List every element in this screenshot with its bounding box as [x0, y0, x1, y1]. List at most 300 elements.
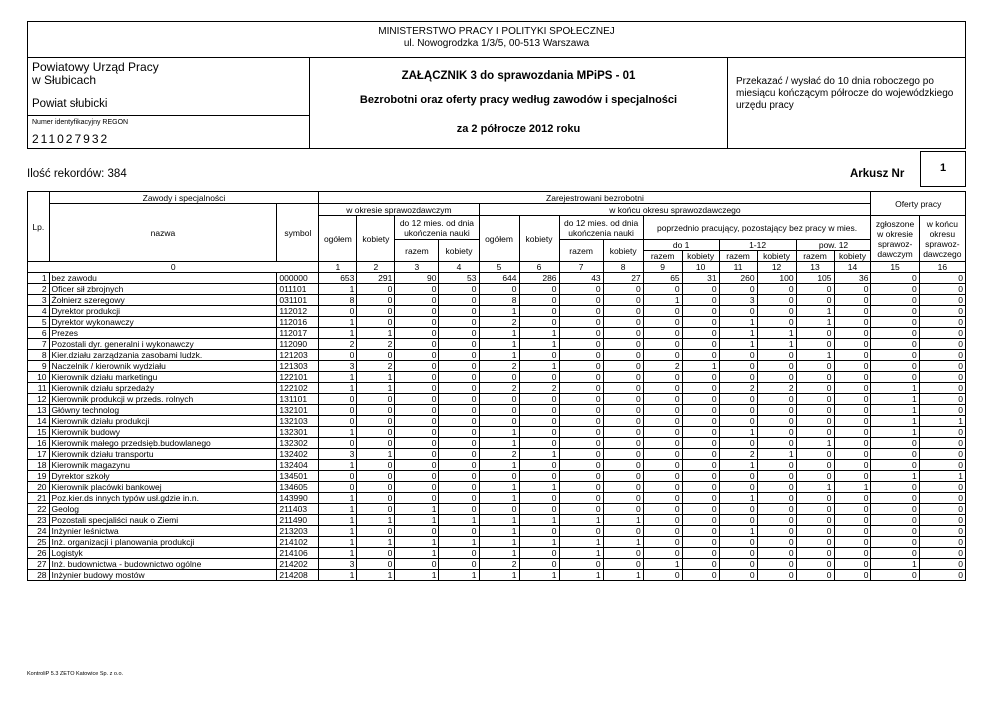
cell-col-1: 8	[319, 295, 357, 306]
cell-col-6: 2	[519, 383, 559, 394]
cell-col-6: 0	[519, 504, 559, 515]
cell-col-16: 0	[919, 405, 965, 416]
cell-col-2: 0	[357, 317, 395, 328]
cell-col-9: 0	[643, 427, 682, 438]
cell-col-9: 0	[643, 317, 682, 328]
col-within12-1: do 12 mies. od dnia ukończenia nauki	[395, 216, 479, 240]
occupation-name: Główny technolog	[49, 405, 277, 416]
table-row	[28, 361, 966, 372]
occupation-symbol: 214208	[277, 570, 319, 581]
occupation-symbol: 112090	[277, 339, 319, 350]
cell-col-4: 0	[439, 372, 479, 383]
cell-col-12: 1	[757, 328, 796, 339]
cell-col-9: 1	[643, 295, 682, 306]
cell-col-1: 1	[319, 460, 357, 471]
cell-col-3: 90	[395, 273, 439, 284]
occupation-symbol: 112012	[277, 306, 319, 317]
cell-col-12: 1	[757, 339, 796, 350]
cell-col-5: 0	[479, 394, 519, 405]
col-total-1: ogółem	[319, 216, 357, 262]
cell-col-12: 0	[757, 570, 796, 581]
cell-col-5: 1	[479, 438, 519, 449]
cell-col-7: 1	[559, 548, 603, 559]
cell-col-16: 0	[919, 350, 965, 361]
cell-col-15: 0	[871, 460, 919, 471]
cell-col-8: 0	[603, 449, 643, 460]
cell-col-7: 1	[559, 537, 603, 548]
cell-col-11: 0	[719, 350, 757, 361]
cell-col-12: 0	[757, 471, 796, 482]
occupation-symbol: 131101	[277, 394, 319, 405]
col-previously: poprzednio pracujący, pozostający bez pracy w mies.	[643, 216, 871, 240]
cell-col-8: 0	[603, 405, 643, 416]
delivery-note: Przekazać / wysłać do 10 dnia roboczego po miesiącu kończącym półrocze do wojewódzkiego urzędu pracy	[736, 76, 954, 111]
cell-col-14: 0	[834, 427, 871, 438]
col-end-period: w końcu okresu sprawozdawczego	[479, 204, 871, 216]
cell-col-8: 0	[603, 493, 643, 504]
occupation-symbol: 000000	[277, 273, 319, 284]
cell-col-8: 0	[603, 350, 643, 361]
col-number-2: 2	[357, 262, 395, 273]
occupations-table	[27, 191, 966, 581]
cell-col-7: 0	[559, 317, 603, 328]
cell-col-2: 0	[357, 394, 395, 405]
cell-col-3: 0	[395, 317, 439, 328]
cell-col-12: 0	[757, 361, 796, 372]
cell-col-1: 1	[319, 317, 357, 328]
cell-col-16: 0	[919, 570, 965, 581]
cell-col-9: 0	[643, 284, 682, 295]
report-header	[27, 21, 966, 149]
occupation-name: Logistyk	[49, 548, 277, 559]
cell-col-3: 1	[395, 515, 439, 526]
cell-col-6: 1	[519, 339, 559, 350]
col-within12-1-women: kobiety	[439, 240, 479, 262]
cell-col-3: 0	[395, 328, 439, 339]
col-number-3: 3	[395, 262, 439, 273]
cell-col-2: 0	[357, 405, 395, 416]
cell-col-9: 0	[643, 438, 682, 449]
cell-col-15: 0	[871, 328, 919, 339]
occupation-name: Poz.kier.ds innych typów usł.gdzie in.n.	[49, 493, 277, 504]
cell-col-5: 2	[479, 559, 519, 570]
col-name: nazwa	[49, 204, 277, 262]
cell-col-12: 0	[757, 515, 796, 526]
table-row	[28, 537, 966, 548]
cell-col-12: 1	[757, 449, 796, 460]
cell-col-13: 1	[796, 350, 834, 361]
cell-col-7: 0	[559, 438, 603, 449]
cell-col-6: 0	[519, 295, 559, 306]
cell-col-7: 1	[559, 515, 603, 526]
ministry-block	[28, 22, 965, 58]
cell-col-9: 0	[643, 339, 682, 350]
cell-col-2: 0	[357, 548, 395, 559]
cell-col-13: 0	[796, 471, 834, 482]
cell-col-13: 0	[796, 526, 834, 537]
cell-col-1: 1	[319, 537, 357, 548]
cell-col-7: 0	[559, 449, 603, 460]
cell-col-16: 0	[919, 328, 965, 339]
cell-col-9: 0	[643, 493, 682, 504]
cell-col-11: 0	[719, 482, 757, 493]
cell-col-13: 0	[796, 405, 834, 416]
cell-col-6: 0	[519, 416, 559, 427]
cell-col-10: 0	[682, 493, 719, 504]
cell-col-2: 0	[357, 526, 395, 537]
cell-col-10: 0	[682, 284, 719, 295]
cell-col-12: 0	[757, 295, 796, 306]
cell-col-15: 1	[871, 405, 919, 416]
cell-col-13: 0	[796, 361, 834, 372]
cell-col-3: 1	[395, 537, 439, 548]
sheet-label: Arkusz Nr	[850, 168, 905, 180]
cell-col-11: 0	[719, 548, 757, 559]
cell-col-14: 0	[834, 460, 871, 471]
cell-col-1: 0	[319, 350, 357, 361]
cell-col-3: 0	[395, 526, 439, 537]
cell-col-6: 0	[519, 372, 559, 383]
cell-col-11: 0	[719, 394, 757, 405]
col-do1: do 1	[643, 240, 719, 251]
occupation-symbol: 214106	[277, 548, 319, 559]
regon-label: Numer identyfikacyjny REGON	[32, 119, 129, 126]
cell-col-3: 0	[395, 460, 439, 471]
cell-col-15: 0	[871, 526, 919, 537]
cell-col-3: 1	[395, 548, 439, 559]
regon-number: 211027932	[32, 132, 110, 146]
cell-col-15: 0	[871, 361, 919, 372]
cell-col-6: 1	[519, 482, 559, 493]
row-number: 11	[28, 383, 50, 394]
cell-col-6: 0	[519, 317, 559, 328]
cell-col-8: 0	[603, 438, 643, 449]
cell-col-14: 0	[834, 295, 871, 306]
cell-col-16: 0	[919, 482, 965, 493]
table-row	[28, 427, 966, 438]
cell-col-14: 0	[834, 383, 871, 394]
cell-col-7: 0	[559, 460, 603, 471]
row-number: 14	[28, 416, 50, 427]
cell-col-9: 0	[643, 482, 682, 493]
cell-col-11: 1	[719, 328, 757, 339]
cell-col-1: 0	[319, 482, 357, 493]
cell-col-10: 0	[682, 570, 719, 581]
cell-col-14: 0	[834, 361, 871, 372]
cell-col-15: 0	[871, 570, 919, 581]
cell-col-4: 0	[439, 383, 479, 394]
table-body	[28, 273, 966, 581]
cell-col-10: 0	[682, 559, 719, 570]
row-number: 28	[28, 570, 50, 581]
occupation-name: Pozostali dyr. generalni i wykonawczy	[49, 339, 277, 350]
cell-col-11: 0	[719, 471, 757, 482]
cell-col-2: 1	[357, 570, 395, 581]
cell-col-4: 1	[439, 515, 479, 526]
cell-col-13: 1	[796, 306, 834, 317]
row-number: 18	[28, 460, 50, 471]
cell-col-2: 0	[357, 482, 395, 493]
sheet-number: 1	[920, 151, 966, 187]
cell-col-16: 0	[919, 361, 965, 372]
cell-col-16: 0	[919, 383, 965, 394]
cell-col-13: 0	[796, 548, 834, 559]
cell-col-8: 27	[603, 273, 643, 284]
cell-col-5: 8	[479, 295, 519, 306]
cell-col-2: 1	[357, 537, 395, 548]
cell-col-13: 105	[796, 273, 834, 284]
occupation-name: Geolog	[49, 504, 277, 515]
occupation-name: Dyrektor wykonawczy	[49, 317, 277, 328]
cell-col-5: 0	[479, 416, 519, 427]
cell-col-9: 0	[643, 416, 682, 427]
cell-col-7: 43	[559, 273, 603, 284]
cell-col-5: 644	[479, 273, 519, 284]
row-number: 23	[28, 515, 50, 526]
occupation-name: Prezes	[49, 328, 277, 339]
cell-col-14: 0	[834, 548, 871, 559]
cell-col-8: 0	[603, 284, 643, 295]
cell-col-8: 0	[603, 482, 643, 493]
cell-col-16: 0	[919, 559, 965, 570]
cell-col-5: 1	[479, 548, 519, 559]
cell-col-10: 0	[682, 515, 719, 526]
cell-col-14: 0	[834, 339, 871, 350]
cell-col-9: 0	[643, 449, 682, 460]
col-number-4: 4	[439, 262, 479, 273]
cell-col-2: 0	[357, 306, 395, 317]
cell-col-5: 1	[479, 570, 519, 581]
cell-col-16: 0	[919, 537, 965, 548]
col-pow12-total: razem	[796, 251, 834, 262]
occupation-name: Kierownik działu marketingu	[49, 372, 277, 383]
cell-col-14: 0	[834, 438, 871, 449]
cell-col-5: 1	[479, 493, 519, 504]
cell-col-12: 0	[757, 438, 796, 449]
table-row	[28, 284, 966, 295]
row-number: 22	[28, 504, 50, 515]
col-in-period: w okresie sprawozdawczym	[319, 204, 479, 216]
cell-col-8: 1	[603, 515, 643, 526]
cell-col-11: 0	[719, 416, 757, 427]
cell-col-4: 0	[439, 471, 479, 482]
occupation-symbol: 031101	[277, 295, 319, 306]
cell-col-2: 0	[357, 350, 395, 361]
report-period: za 2 półrocze 2012 roku	[456, 123, 581, 135]
cell-col-4: 0	[439, 361, 479, 372]
cell-col-4: 0	[439, 460, 479, 471]
occupation-name: bez zawodu	[49, 273, 277, 284]
cell-col-4: 0	[439, 504, 479, 515]
cell-col-10: 0	[682, 526, 719, 537]
cell-col-9: 0	[643, 471, 682, 482]
cell-col-4: 0	[439, 306, 479, 317]
office-line-1: Powiatowy Urząd Pracy	[32, 60, 159, 74]
cell-col-11: 0	[719, 537, 757, 548]
cell-col-11: 1	[719, 493, 757, 504]
cell-col-1: 0	[319, 306, 357, 317]
cell-col-6: 0	[519, 427, 559, 438]
col-number-8: 8	[603, 262, 643, 273]
cell-col-1: 1	[319, 383, 357, 394]
cell-col-7: 0	[559, 306, 603, 317]
occupation-name: Kierownik placówki bankowej	[49, 482, 277, 493]
cell-col-3: 0	[395, 416, 439, 427]
cell-col-15: 0	[871, 295, 919, 306]
cell-col-2: 0	[357, 416, 395, 427]
cell-col-14: 0	[834, 515, 871, 526]
col-number-11: 11	[719, 262, 757, 273]
cell-col-2: 0	[357, 504, 395, 515]
col-symbol: symbol	[277, 204, 319, 262]
cell-col-3: 0	[395, 350, 439, 361]
cell-col-5: 1	[479, 306, 519, 317]
cell-col-13: 0	[796, 372, 834, 383]
row-number: 17	[28, 449, 50, 460]
cell-col-12: 0	[757, 394, 796, 405]
cell-col-8: 1	[603, 537, 643, 548]
cell-col-15: 0	[871, 438, 919, 449]
cell-col-16: 0	[919, 284, 965, 295]
cell-col-7: 0	[559, 361, 603, 372]
row-number: 1	[28, 273, 50, 284]
cell-col-4: 1	[439, 570, 479, 581]
cell-col-16: 0	[919, 449, 965, 460]
cell-col-12: 0	[757, 306, 796, 317]
cell-col-8: 0	[603, 504, 643, 515]
office-divider	[28, 115, 309, 116]
cell-col-12: 0	[757, 416, 796, 427]
table-row	[28, 471, 966, 482]
cell-col-2: 1	[357, 328, 395, 339]
cell-col-13: 0	[796, 328, 834, 339]
col-occupations: Zawody i specjalności	[49, 192, 319, 204]
cell-col-5: 0	[479, 504, 519, 515]
cell-col-1: 0	[319, 471, 357, 482]
cell-col-16: 0	[919, 438, 965, 449]
cell-col-9: 2	[643, 361, 682, 372]
cell-col-9: 0	[643, 394, 682, 405]
cell-col-16: 0	[919, 394, 965, 405]
cell-col-5: 2	[479, 317, 519, 328]
cell-col-7: 0	[559, 471, 603, 482]
row-number: 15	[28, 427, 50, 438]
cell-col-8: 0	[603, 526, 643, 537]
cell-col-15: 0	[871, 284, 919, 295]
cell-col-16: 0	[919, 427, 965, 438]
col-1-12-women: kobiety	[757, 251, 796, 262]
cell-col-3: 0	[395, 306, 439, 317]
cell-col-6: 0	[519, 460, 559, 471]
cell-col-1: 3	[319, 449, 357, 460]
cell-col-10: 0	[682, 383, 719, 394]
cell-col-15: 0	[871, 537, 919, 548]
cell-col-15: 1	[871, 416, 919, 427]
col-1-12-total: razem	[719, 251, 757, 262]
cell-col-11: 0	[719, 405, 757, 416]
cell-col-9: 0	[643, 548, 682, 559]
cell-col-6: 286	[519, 273, 559, 284]
cell-col-16: 0	[919, 339, 965, 350]
table-row	[28, 482, 966, 493]
cell-col-10: 0	[682, 372, 719, 383]
cell-col-14: 0	[834, 328, 871, 339]
occupation-symbol: 211490	[277, 515, 319, 526]
row-number: 25	[28, 537, 50, 548]
cell-col-14: 0	[834, 449, 871, 460]
cell-col-3: 1	[395, 570, 439, 581]
cell-col-3: 0	[395, 493, 439, 504]
occupation-symbol: 121203	[277, 350, 319, 361]
cell-col-13: 0	[796, 504, 834, 515]
row-number: 20	[28, 482, 50, 493]
cell-col-8: 0	[603, 416, 643, 427]
cell-col-8: 0	[603, 306, 643, 317]
cell-col-9: 0	[643, 526, 682, 537]
cell-col-16: 0	[919, 526, 965, 537]
cell-col-16: 0	[919, 306, 965, 317]
cell-col-9: 1	[643, 559, 682, 570]
cell-col-4: 0	[439, 526, 479, 537]
cell-col-1: 3	[319, 559, 357, 570]
cell-col-14: 0	[834, 471, 871, 482]
occupation-name: Dyrektor szkoły	[49, 471, 277, 482]
cell-col-14: 1	[834, 482, 871, 493]
cell-col-2: 291	[357, 273, 395, 284]
cell-col-10: 0	[682, 460, 719, 471]
powiat-name: Powiat słubicki	[32, 98, 108, 110]
cell-col-5: 1	[479, 526, 519, 537]
row-number: 7	[28, 339, 50, 350]
cell-col-16: 1	[919, 471, 965, 482]
cell-col-10: 0	[682, 394, 719, 405]
table-row	[28, 405, 966, 416]
cell-col-14: 36	[834, 273, 871, 284]
cell-col-3: 0	[395, 471, 439, 482]
cell-col-6: 0	[519, 526, 559, 537]
cell-col-7: 0	[559, 504, 603, 515]
col-number-16: 16	[919, 262, 965, 273]
cell-col-14: 0	[834, 570, 871, 581]
cell-col-9: 0	[643, 350, 682, 361]
row-number: 4	[28, 306, 50, 317]
cell-col-13: 0	[796, 339, 834, 350]
occupation-symbol: 132402	[277, 449, 319, 460]
cell-col-1: 0	[319, 438, 357, 449]
cell-col-6: 0	[519, 548, 559, 559]
row-number: 9	[28, 361, 50, 372]
cell-col-9: 0	[643, 328, 682, 339]
cell-col-14: 0	[834, 372, 871, 383]
cell-col-8: 0	[603, 295, 643, 306]
occupation-name: Kierownik magazynu	[49, 460, 277, 471]
cell-col-11: 1	[719, 427, 757, 438]
row-number: 10	[28, 372, 50, 383]
cell-col-13: 0	[796, 515, 834, 526]
cell-col-6: 1	[519, 361, 559, 372]
cell-col-13: 0	[796, 427, 834, 438]
cell-col-8: 0	[603, 328, 643, 339]
cell-col-3: 0	[395, 383, 439, 394]
cell-col-4: 0	[439, 350, 479, 361]
col-within12-1-total: razem	[395, 240, 439, 262]
cell-col-6: 0	[519, 493, 559, 504]
table-row	[28, 372, 966, 383]
occupation-symbol: 112016	[277, 317, 319, 328]
cell-col-8: 0	[603, 394, 643, 405]
cell-col-6: 0	[519, 438, 559, 449]
cell-col-1: 1	[319, 570, 357, 581]
